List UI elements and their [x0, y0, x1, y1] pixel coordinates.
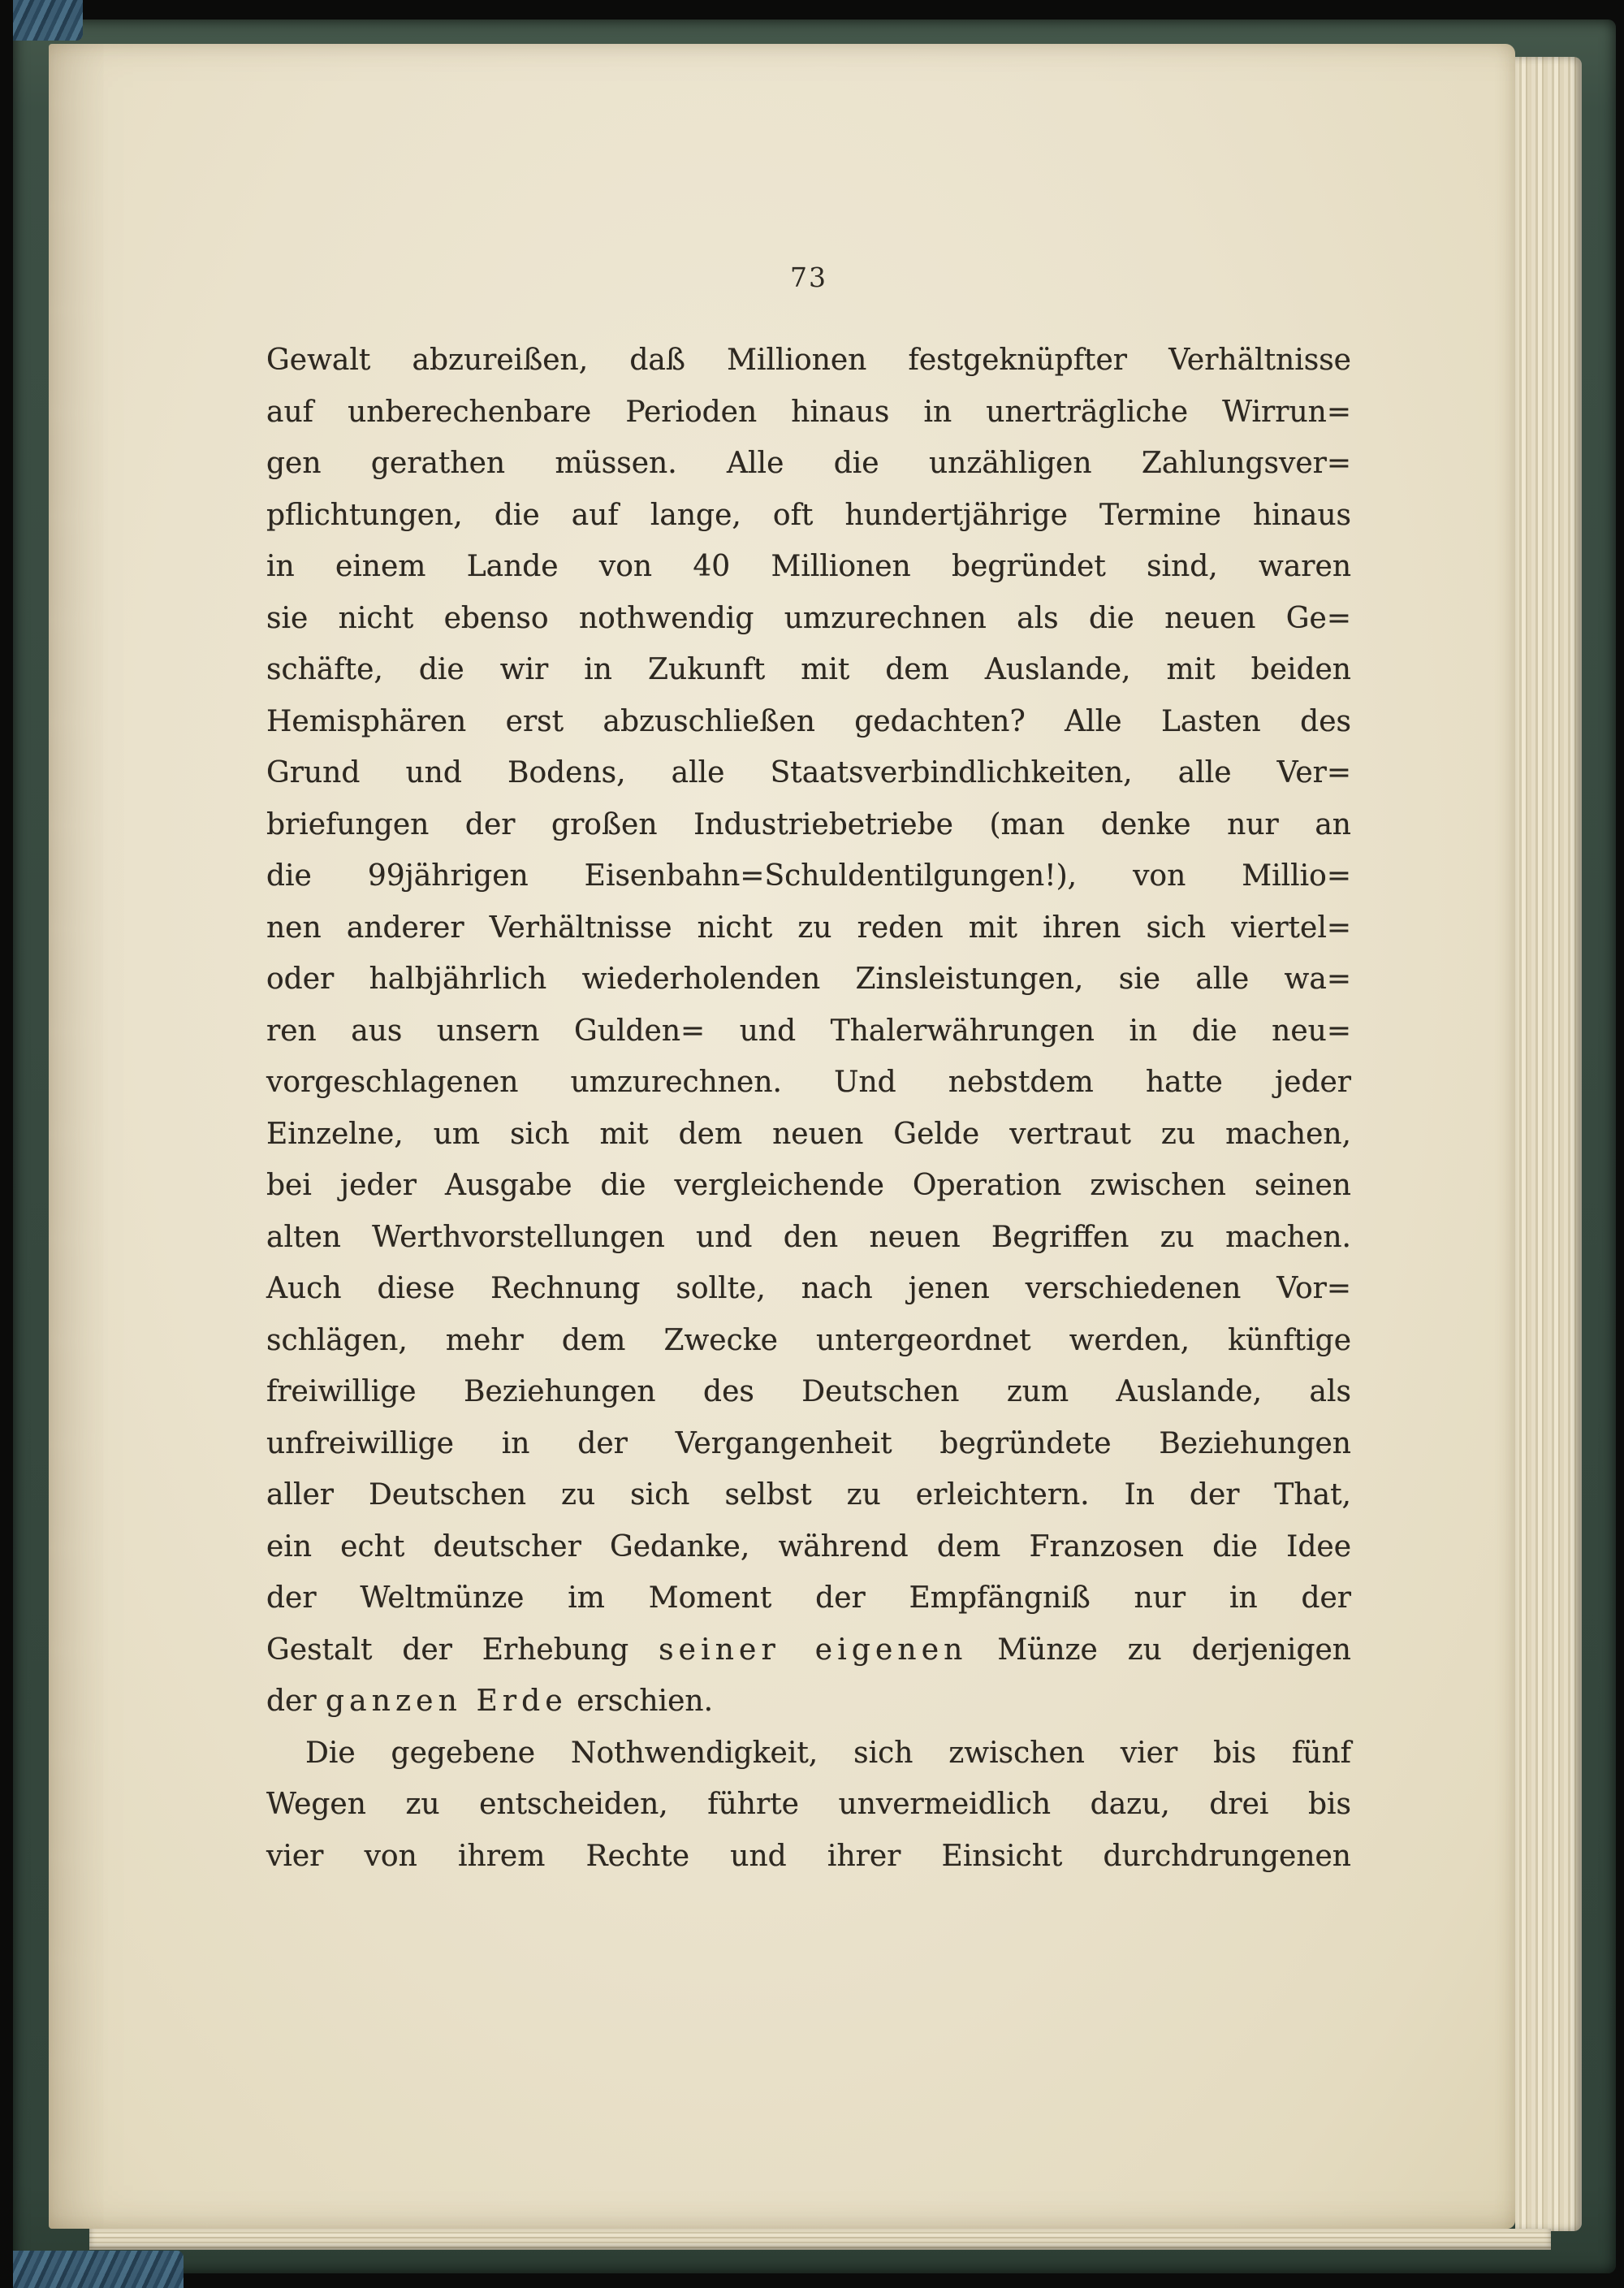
text-line: Gestalt der Erhebung seiner eigenen Münze zu derjenigen	[266, 1633, 1351, 1667]
text-line: oder halbjährlich wiederholenden Zinsleistungen, sie alle wa=	[266, 962, 1351, 996]
page-edge-stack-right	[1515, 57, 1582, 2231]
book-page	[49, 44, 1515, 2229]
text-line: ein echt deutscher Gedanke, während dem Franzosen die Idee	[266, 1529, 1351, 1564]
page-number: 73	[790, 262, 827, 293]
text-line: in einem Lande von 40 Millionen begründet sind, waren	[266, 550, 1351, 583]
text-line: Hemisphären erst abzuschließen gedachten? Alle Lasten des	[266, 704, 1351, 738]
text-line: alten Werthvorstellungen und den neuen Begriffen zu machen.	[266, 1220, 1351, 1254]
text-line: freiwillige Beziehungen des Deutschen zum Auslande, als	[266, 1375, 1351, 1408]
text-line: der ganzen Erde erschien.	[266, 1685, 714, 1718]
text-line: Grund und Bodens, alle Staatsverbindlichkeiten, alle Ver=	[266, 756, 1351, 789]
marbled-corner-bottom-left	[13, 2251, 184, 2288]
text-line: aller Deutschen zu sich selbst zu erleichtern. In der That,	[266, 1478, 1351, 1512]
text-line: sie nicht ebenso nothwendig umzurechnen als die neuen Ge=	[266, 601, 1351, 635]
marbled-corner-top-left	[13, 0, 83, 41]
text-line: auf unberechenbare Perioden hinaus in unerträgliche Wirrun=	[266, 395, 1351, 429]
text-line: briefungen der großen Industriebetriebe (man denke nur an	[266, 807, 1351, 841]
text-line: vorgeschlagenen umzurechnen. Und nebstdem hatte jeder	[266, 1066, 1351, 1099]
text-line: Auch diese Rechnung sollte, nach jenen verschiedenen Vor=	[266, 1272, 1351, 1305]
page-edge-stack-bottom	[89, 2229, 1551, 2250]
text-line: unfreiwillige in der Vergangenheit begründete Beziehungen	[266, 1426, 1351, 1460]
text-line: schäfte, die wir in Zukunft mit dem Auslande, mit beiden	[266, 653, 1351, 686]
text-line: Die gegebene Nothwendigkeit, sich zwischen vier bis fünf	[305, 1736, 1351, 1770]
page-text	[266, 335, 1351, 1882]
text-line: Wegen zu entscheiden, führte unvermeidlich dazu, drei bis	[266, 1788, 1351, 1821]
text-line: Gewalt abzureißen, daß Millionen festgeknüpfter Verhältnisse	[266, 344, 1351, 377]
text-line: Einzelne, um sich mit dem neuen Gelde vertraut zu machen,	[266, 1117, 1351, 1151]
text-line: vier von ihrem Rechte und ihrer Einsicht durchdrungenen	[266, 1839, 1351, 1873]
text-line: die 99jährigen Eisenbahn=Schuldentilgungen!), von Millio=	[266, 859, 1351, 893]
text-line: ren aus unsern Gulden= und Thalerwährungen in die neu=	[266, 1014, 1351, 1048]
text-line: schlägen, mehr dem Zwecke untergeordnet werden, künftige	[266, 1323, 1351, 1357]
text-line: nen anderer Verhältnisse nicht zu reden mit ihren sich viertel=	[266, 910, 1351, 945]
text-line: der Weltmünze im Moment der Empfängniß nur in der	[266, 1581, 1351, 1615]
text-line: bei jeder Ausgabe die vergleichende Operation zwischen seinen	[266, 1169, 1351, 1202]
text-line: pflichtungen, die auf lange, oft hundertjährige Termine hinaus	[266, 498, 1351, 532]
text-line: gen gerathen müssen. Alle die unzähligen Zahlungsver=	[266, 447, 1351, 480]
